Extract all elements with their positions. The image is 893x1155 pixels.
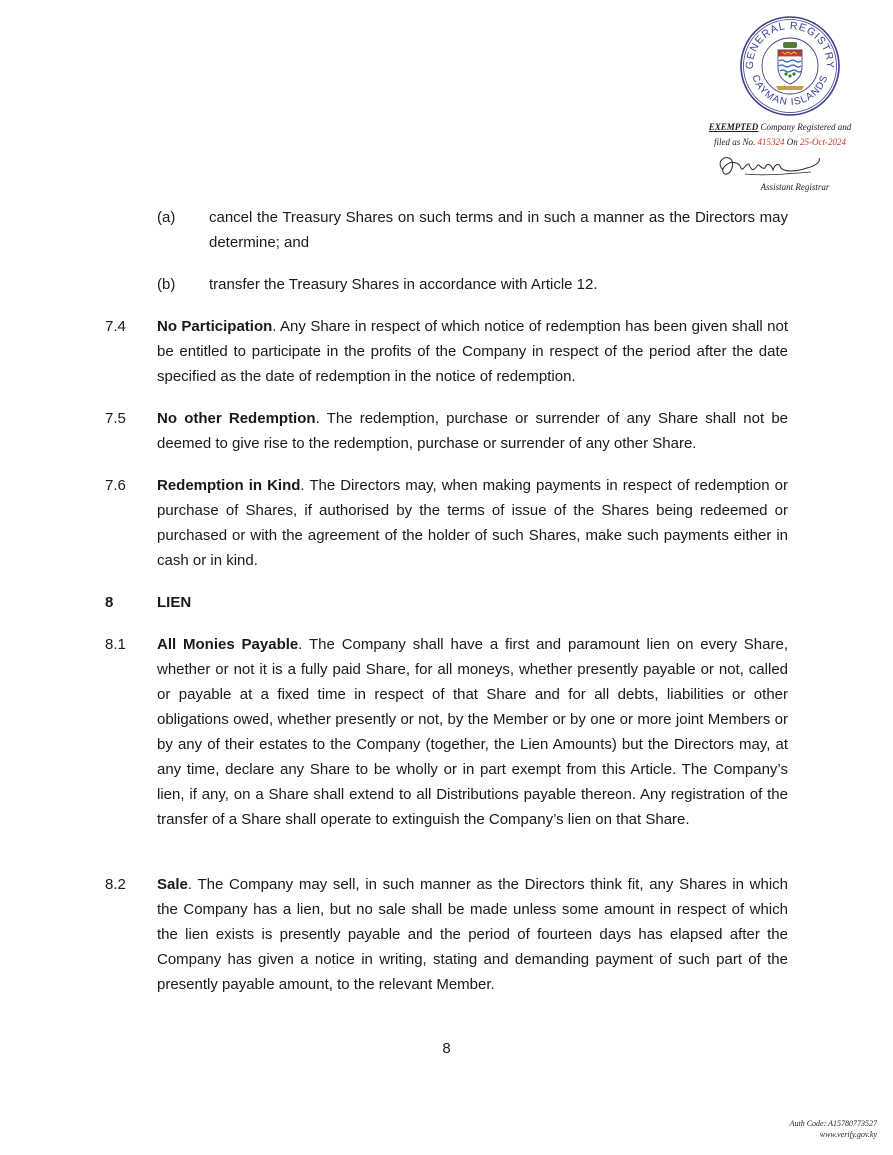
clause-title: All Monies Payable xyxy=(157,636,299,653)
registry-line1-rest: Company Registered and xyxy=(760,122,852,132)
auth-code: Auth Code: A15780773527 xyxy=(789,1119,877,1128)
registry-status-word: EXEMPTED xyxy=(708,122,759,132)
auth-footer xyxy=(790,1118,877,1140)
clause-text: . The Company may sell, in such manner as the Directors think fit, any Shares in which the Company has a lien, but no sale shall be made unless some amount in respect of which the lien exists is presently payable and the period of fourteen days has elapsed after the Company has given a notice in writing, stating and demanding payment of such part of the presently payable amount, to the relevant Member. xyxy=(157,876,788,993)
clause-number: 8.1 xyxy=(105,636,126,653)
clause-text: . Any Share in respect of which notice of redemption has been given shall not be entitled to participate in the profits of the Company in respect of the period after the date specified as the date of redemption in the notice of redemption. xyxy=(157,318,788,385)
clause-text: . The redemption, purchase or surrender of any Share shall not be deemed to give rise to the redemption, purchase or surrender of any other Share. xyxy=(157,410,788,452)
item-text: transfer the Treasury Shares in accordance with Article 12. xyxy=(209,276,598,293)
clause-body xyxy=(157,314,788,389)
seal-bottom-text: CAYMAN ISLANDS xyxy=(749,73,831,109)
clause-title: Redemption in Kind xyxy=(157,477,301,494)
clause-body xyxy=(157,406,788,456)
section-number: 8 xyxy=(105,594,114,611)
registry-seal-icon xyxy=(739,15,841,117)
signature-icon xyxy=(715,150,825,182)
clause-text: . The Company shall have a first and paramount lien on every Share, whether or not it is a fully paid Share, for all moneys, whether presently payable or not, called or payable at a fixed time in respect of that Share and for all debts, liabilities or other obligations owed, whether presently or not, by the Member or by one or more joint Members or by any of their estates to the Company (together, the Lien Amounts) but the Directors may, at any time, declare any Share to be wholly or in part exempt from this Article. The Company’s lien, if any, on a Share shall extend to all Distributions payable thereon. Any registration of the transfer of a Share shall operate to extinguish the Company’s lien on that Share. xyxy=(157,636,788,828)
clause-number: 7.6 xyxy=(105,477,126,494)
clause-title: No other Redemption xyxy=(157,410,316,427)
item-label: (a) xyxy=(157,209,176,226)
clause-number: 7.5 xyxy=(105,410,126,427)
registry-line2-prefix: filed as No. xyxy=(713,137,756,147)
clause-text: . The Directors may, when making payments in respect of redemption or purchase of Shares, if authorised by the terms of issue of the Shares being redeemed or purchased or with the agreement of the holder of such Shares, make such payments either in cash or in kind. xyxy=(157,477,788,569)
clause-title: No Participation xyxy=(157,318,273,335)
registry-line2-on: On xyxy=(786,137,798,147)
clause-number: 7.4 xyxy=(105,318,126,335)
section-title: LIEN xyxy=(157,594,192,611)
clause-body xyxy=(157,872,788,997)
seal-top-text: GENERAL REGISTRY xyxy=(743,19,837,70)
clause-body xyxy=(157,632,788,832)
filing-date: 25-Oct-2024 xyxy=(800,137,846,147)
verify-url: www.verify.gov.ky xyxy=(819,1130,877,1139)
item-label: (b) xyxy=(157,276,176,293)
filing-number: 415324 xyxy=(757,137,785,147)
signatory-title: Assistant Registrar xyxy=(760,182,830,192)
clause-body xyxy=(157,473,788,573)
clause-number: 8.2 xyxy=(105,876,126,893)
page-number: 8 xyxy=(442,1040,451,1057)
registry-status-line xyxy=(690,122,870,132)
item-text: cancel the Treasury Shares on such terms and in such a manner as the Directors may determine; and xyxy=(209,209,788,251)
registry-filing-line xyxy=(690,137,870,147)
clause-title: Sale xyxy=(157,876,188,893)
